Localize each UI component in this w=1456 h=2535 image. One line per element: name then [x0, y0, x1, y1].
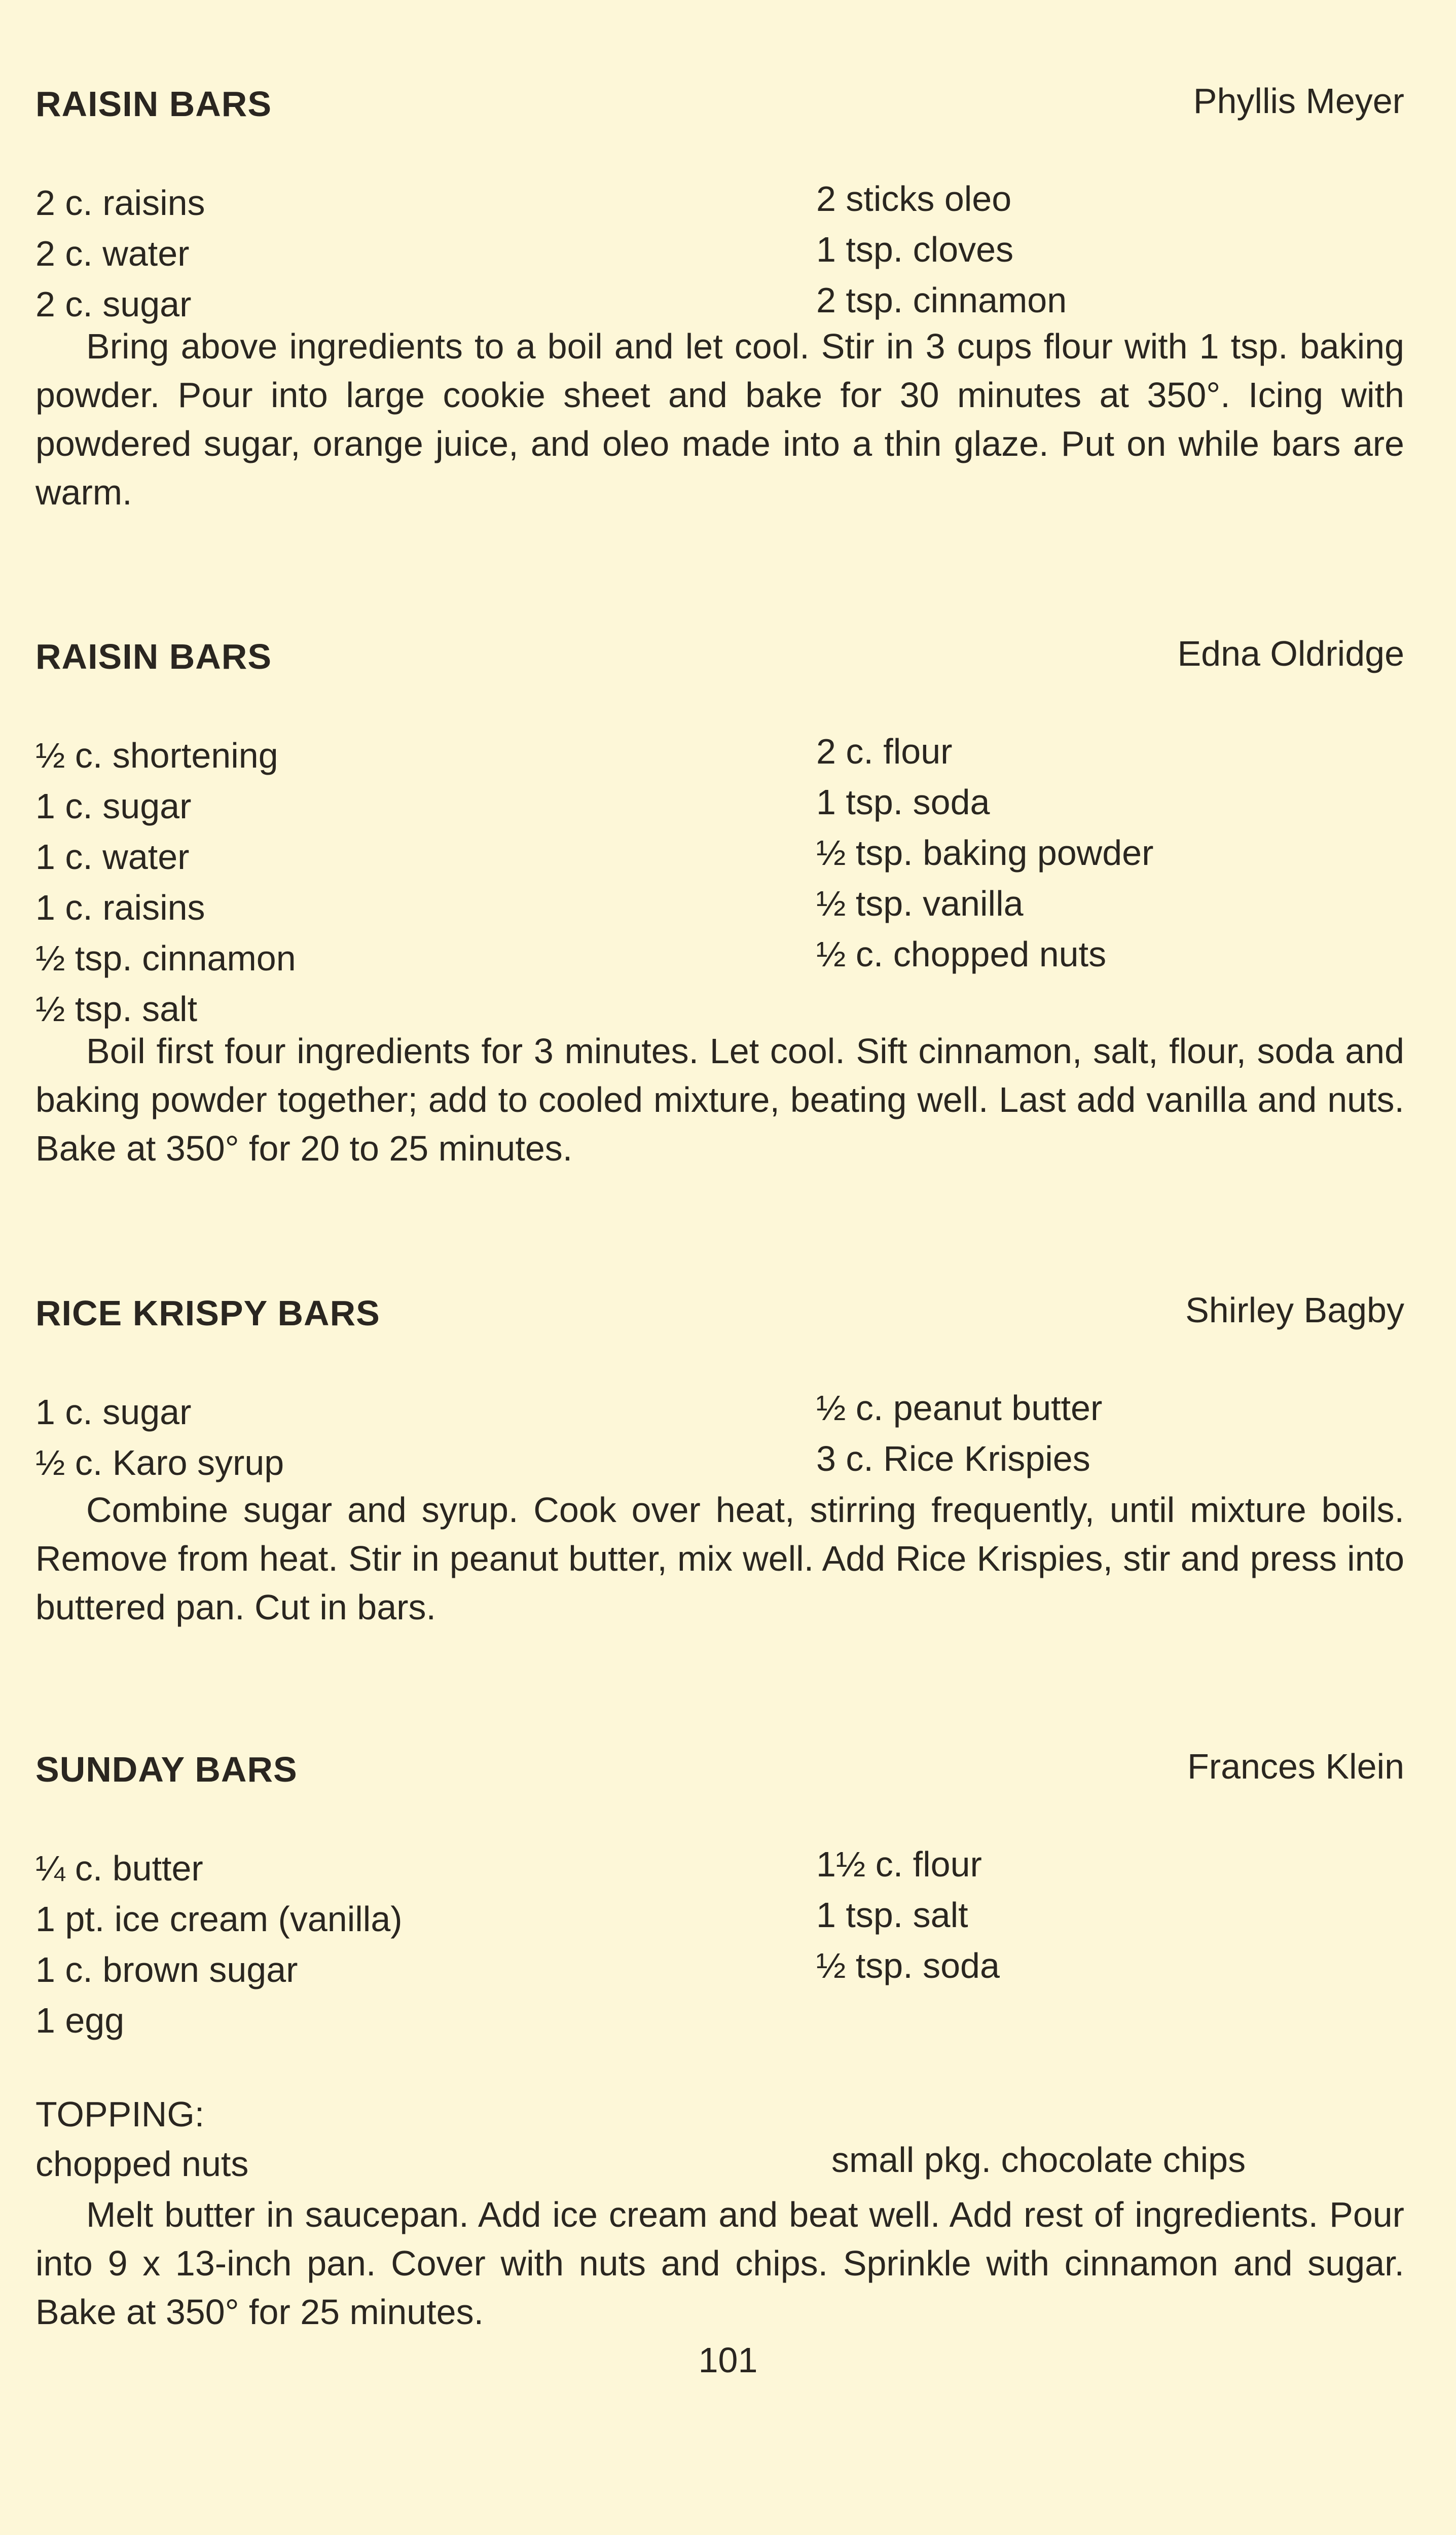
- ingredient-item: 1 pt. ice cream (vanilla): [35, 1899, 403, 1939]
- recipe-directions: Combine sugar and syrup. Cook over heat, stirring frequently, until mixture boils. Remove from heat. Stir in peanut butter, mix well. Add Rice Krispies, stir and press into buttered pan. Cut in bars.: [35, 1490, 1404, 1627]
- ingredients-right-column: [816, 173, 1067, 325]
- ingredients-right-column: [816, 1383, 1102, 1484]
- recipe-header: [35, 636, 1404, 692]
- ingredient-item: ½ c. peanut butter: [816, 1388, 1103, 1428]
- ingredients-left-column: [35, 177, 205, 330]
- ingredients-right-column: [816, 1839, 1000, 1991]
- recipe-title: RAISIN BARS: [35, 637, 272, 676]
- ingredient-item: ½ tsp. salt: [35, 989, 198, 1029]
- recipe-author: Edna Oldridge: [1177, 634, 1404, 673]
- ingredient-item: 2 sticks oleo: [816, 179, 1012, 219]
- ingredients-left-column: [35, 1387, 284, 1488]
- recipe-author: Phyllis Meyer: [1193, 81, 1404, 121]
- recipe-raisin-bars-oldridge: [35, 634, 1404, 1168]
- ingredient-item: 1 tsp. cloves: [816, 230, 1014, 269]
- recipe-directions: Boil first four ingredients for 3 minutes. Let cool. Sift cinnamon, salt, flour, soda and baking powder together; add to cooled mixture, beating well. Last add vanilla and nuts. Bake at 350° for 20 to 25 minutes.: [35, 1031, 1404, 1168]
- ingredient-item: 1 c. water: [35, 837, 190, 877]
- recipe-title: RAISIN BARS: [35, 84, 272, 124]
- topping-label: TOPPING:: [35, 2094, 205, 2134]
- ingredients-left-column: [35, 1843, 403, 2046]
- ingredient-item: ¼ c. butter: [35, 1849, 203, 1888]
- recipe-rice-krispy-bars: [35, 1290, 1404, 1627]
- recipe-raisin-bars-meyer: [35, 81, 1404, 512]
- ingredients-right-column: [816, 726, 1153, 980]
- topping-ingredient: chopped nuts: [35, 2144, 249, 2184]
- ingredients-left-column: [35, 730, 296, 1034]
- ingredient-item: 2 c. flour: [816, 732, 953, 771]
- ingredient-item: 3 c. Rice Krispies: [816, 1439, 1090, 1478]
- ingredient-item: 2 c. sugar: [35, 284, 192, 324]
- ingredient-item: ½ c. shortening: [35, 736, 278, 775]
- ingredient-item: 1 tsp. salt: [816, 1895, 968, 1935]
- ingredient-item: ½ tsp. baking powder: [816, 833, 1154, 873]
- recipe-header: [35, 1290, 1404, 1349]
- recipe-directions: Bring above ingredients to a boil and let cool. Stir in 3 cups flour with 1 tsp. baking powder. Pour into large cookie sheet and bake for 30 minutes at 350°. Icing with powdered sugar, orange juice, and oleo made into a thin glaze. Put on while bars are warm.: [35, 327, 1404, 512]
- page-number: 101: [698, 2340, 758, 2380]
- recipe-title: SUNDAY BARS: [35, 1750, 298, 1789]
- recipe-title: RICE KRISPY BARS: [35, 1293, 380, 1333]
- recipe-header: [35, 1749, 1404, 1805]
- ingredient-item: 1 egg: [35, 2001, 125, 2040]
- ingredient-item: 1 c. brown sugar: [35, 1950, 298, 1989]
- ingredient-item: ½ tsp. cinnamon: [35, 938, 296, 978]
- ingredient-item: 1 c. sugar: [35, 786, 192, 826]
- recipe-author: Shirley Bagby: [1185, 1290, 1404, 1330]
- recipe-sunday-bars: [35, 1747, 1404, 2332]
- ingredient-item: 1 tsp. soda: [816, 782, 990, 822]
- ingredient-item: 2 c. raisins: [35, 183, 205, 223]
- ingredient-item: ½ tsp. soda: [816, 1946, 1000, 1985]
- topping-ingredient: small pkg. chocolate chips: [831, 2140, 1246, 2180]
- ingredient-item: ½ tsp. vanilla: [816, 884, 1024, 923]
- ingredient-item: ½ c. Karo syrup: [35, 1443, 284, 1482]
- recipe-header: [35, 81, 1404, 139]
- recipe-directions: Melt butter in saucepan. Add ice cream and beat well. Add rest of ingredients. Pour into 9 x 13-inch pan. Cover with nuts and chips. Sprinkle with cinnamon and sugar. Bake at 350° for 25 minutes.: [35, 2195, 1404, 2332]
- ingredient-item: ½ c. chopped nuts: [816, 934, 1107, 974]
- recipe-author: Frances Klein: [1187, 1747, 1404, 1786]
- ingredient-item: 1 c. sugar: [35, 1392, 192, 1432]
- ingredient-item: 1 c. raisins: [35, 888, 205, 927]
- ingredient-item: 2 c. water: [35, 234, 190, 273]
- ingredient-item: 1½ c. flour: [816, 1844, 982, 1884]
- ingredient-item: 2 tsp. cinnamon: [816, 280, 1067, 320]
